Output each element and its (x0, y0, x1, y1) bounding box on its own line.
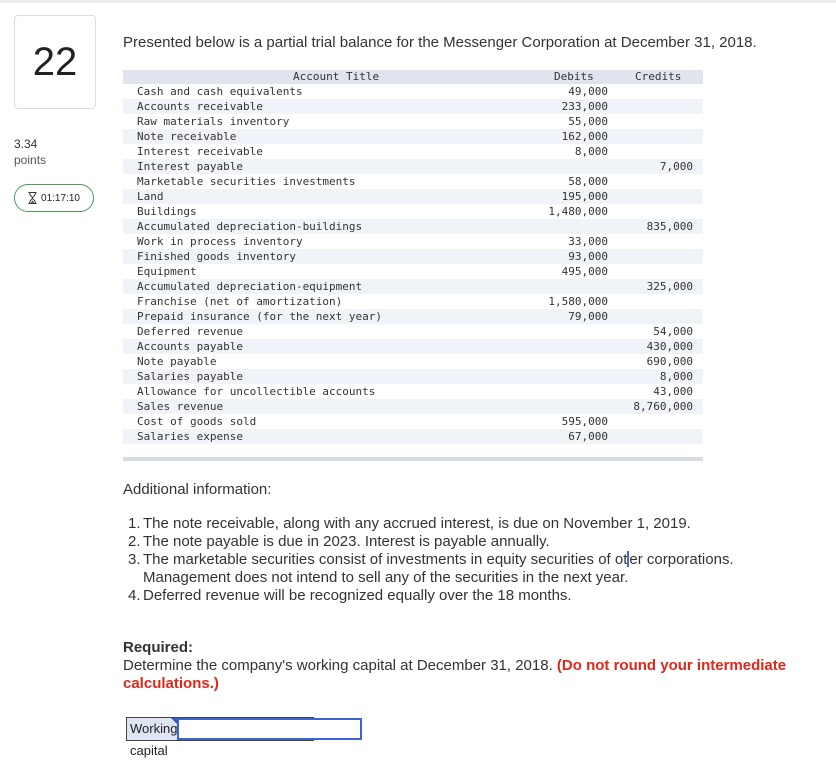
debit-cell: 93,000 (568, 250, 608, 263)
debit-cell: 67,000 (568, 430, 608, 443)
corner-marker-icon (171, 718, 177, 724)
account-title-cell: Accumulated depreciation-equipment (137, 280, 363, 293)
table-row (123, 279, 703, 294)
table-row (123, 129, 703, 144)
table-header (123, 70, 703, 84)
credit-cell: 835,000 (646, 220, 693, 233)
account-title-cell: Sales revenue (137, 400, 224, 413)
table-row (123, 249, 703, 264)
required-section (123, 639, 823, 693)
debit-cell: 233,000 (561, 100, 608, 113)
account-title-cell: Work in process inventory (137, 235, 303, 248)
question-number-box (14, 15, 96, 109)
table-row (123, 144, 703, 159)
debit-cell: 595,000 (561, 415, 608, 428)
account-title-cell: Salaries expense (137, 430, 243, 443)
table-row (123, 354, 703, 369)
debit-cell: 195,000 (561, 190, 608, 203)
additional-info-list (128, 515, 734, 605)
timer-text: 01:17:10 (41, 192, 80, 204)
timer-pill[interactable] (14, 184, 94, 212)
credit-cell: 690,000 (646, 355, 693, 368)
credit-cell: 430,000 (646, 340, 693, 353)
account-title-cell: Interest receivable (137, 145, 263, 158)
credit-cell: 325,000 (646, 280, 693, 293)
account-title-cell: Equipment (137, 265, 197, 278)
list-item: 1. The note receivable, along with any accrued interest, is due on November 1, 2019. (128, 515, 691, 532)
credit-cell: 8,760,000 (633, 400, 693, 413)
hourglass-icon (28, 192, 37, 204)
account-title-cell: Raw materials inventory (137, 115, 290, 128)
header-debits: Debits (554, 70, 594, 83)
points-label: points (14, 153, 47, 167)
table-row (123, 324, 703, 339)
debit-cell: 49,000 (568, 85, 608, 98)
required-text: Determine the company's working capital at December 31, 2018. (Do not round your intermediate (123, 657, 787, 674)
credit-cell: 43,000 (653, 385, 693, 398)
question-number: 22 (32, 39, 78, 84)
table-body (123, 84, 703, 444)
account-title-cell: Accumulated depreciation-buildings (137, 220, 363, 233)
list-item: 2. The note payable is due in 2023. Interest is payable annually. (128, 533, 550, 550)
header-credits: Credits (635, 70, 682, 83)
account-title-cell: Franchise (net of amortization) (137, 295, 343, 308)
account-title-cell: Cost of goods sold (137, 415, 257, 428)
account-title-cell: Deferred revenue (137, 325, 243, 338)
account-title-cell: Salaries payable (137, 370, 243, 383)
account-title-cell: Accounts receivable (137, 100, 263, 113)
debit-cell: 55,000 (568, 115, 608, 128)
table-row (123, 369, 703, 384)
required-heading: Required: (123, 639, 194, 656)
list-item-continuation: Management does not intend to sell any of the securities in the next year. (143, 569, 629, 586)
debit-cell: 79,000 (568, 310, 608, 323)
credit-cell: 54,000 (653, 325, 693, 338)
intro-text: Presented below is a partial trial balance for the Messenger Corporation at December 31, 2018. (123, 34, 757, 51)
working-capital-input[interactable] (177, 718, 362, 740)
table-row (123, 99, 703, 114)
debit-cell: 33,000 (568, 235, 608, 248)
debit-cell: 58,000 (568, 175, 608, 188)
table-row (123, 234, 703, 249)
debit-cell: 495,000 (561, 265, 608, 278)
table-row (123, 204, 703, 219)
account-title-cell: Marketable securities investments (137, 175, 356, 188)
table-row (123, 174, 703, 189)
credit-cell: 8,000 (659, 370, 693, 383)
rounding-note: (Do not round your intermediate (556, 657, 787, 674)
table-row (123, 114, 703, 129)
working-capital-label: Working capital (127, 718, 177, 740)
table-row (123, 429, 703, 444)
working-capital-row (126, 717, 314, 758)
table-row (123, 84, 703, 99)
account-title-cell: Accounts payable (137, 340, 243, 353)
table-row (123, 339, 703, 354)
list-item: 3. The marketable securities consist of investments in equity securities of ot er corporations. (128, 551, 734, 568)
table-row (123, 414, 703, 429)
account-title-cell: Land (137, 190, 164, 203)
table-row (123, 264, 703, 279)
account-title-cell: Interest payable (137, 160, 243, 173)
header-account-title: Account Title (293, 70, 380, 83)
list-item: 4. Deferred revenue will be recognized equally over the 18 months. (128, 587, 572, 604)
additional-info-heading: Additional information: (123, 481, 272, 498)
table-row (123, 399, 703, 414)
account-title-cell: Allowance for uncollectible accounts (137, 385, 376, 398)
table-row (123, 309, 703, 324)
table-row (123, 159, 703, 174)
account-title-cell: Prepaid insurance (for the next year) (137, 310, 383, 323)
table-row (123, 189, 703, 204)
account-title-cell: Finished goods inventory (137, 250, 296, 263)
account-title-cell: Cash and cash equivalents (137, 85, 303, 98)
credit-cell: 7,000 (659, 160, 693, 173)
trial-balance-table (123, 70, 703, 461)
debit-cell: 1,580,000 (548, 295, 608, 308)
debit-cell: 1,480,000 (548, 205, 608, 218)
table-row (123, 219, 703, 234)
table-row (123, 384, 703, 399)
debit-cell: 8,000 (574, 145, 608, 158)
account-title-cell: Note receivable (137, 130, 237, 143)
debit-cell: 162,000 (561, 130, 608, 143)
top-divider (0, 0, 836, 3)
rounding-note-cont: calculations.) (123, 675, 219, 692)
account-title-cell: Note payable (137, 355, 217, 368)
points-value: 3.34 (14, 137, 38, 151)
account-title-cell: Buildings (137, 205, 197, 218)
table-row (123, 294, 703, 309)
